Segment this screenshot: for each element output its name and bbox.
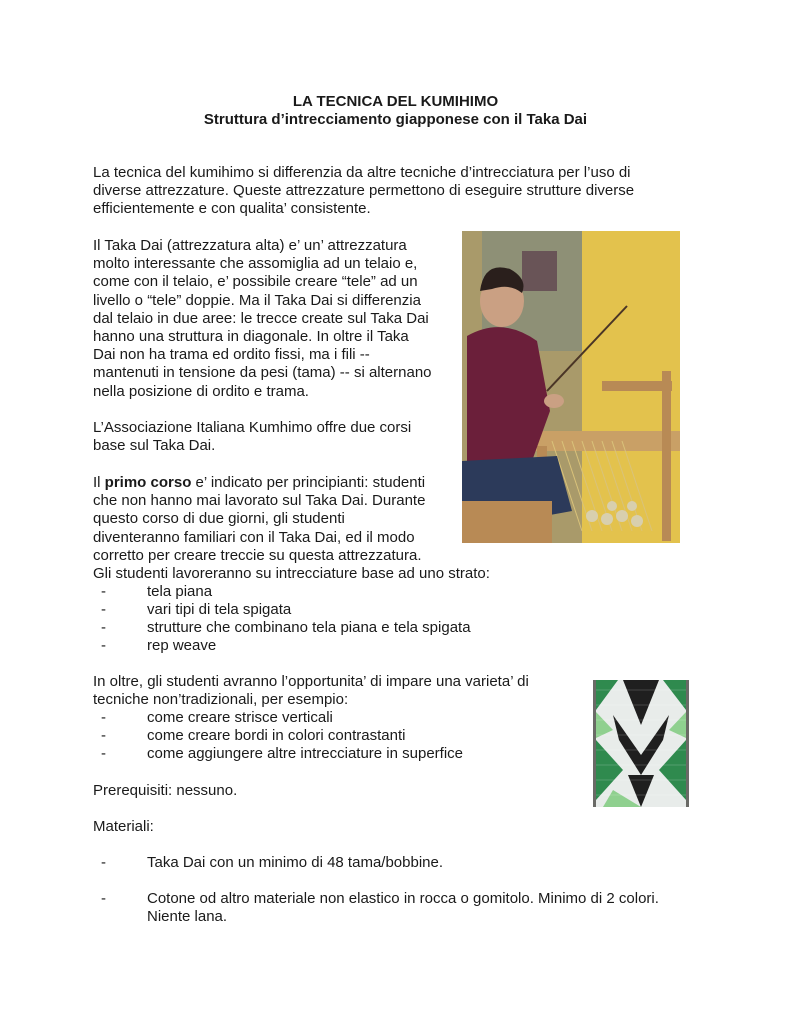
list-bullet: -: [101, 619, 106, 636]
braid-sample-photo: [593, 680, 689, 807]
list-item-text: come aggiungere altre intrecciature in superfice: [147, 745, 464, 762]
list-item-text: rep weave: [147, 637, 217, 654]
materials-heading: Materiali:: [93, 818, 154, 835]
list-bullet: -: [101, 745, 106, 762]
list-item-text: strutture che combinano tela piana e tela spigata: [147, 619, 471, 636]
list-item-text: Cotone od altro materiale non elastico in rocca o gomitolo. Minimo di 2 colori. Niente lana.: [147, 890, 659, 926]
list-bullet: -: [101, 854, 106, 871]
list-bullet: -: [101, 727, 106, 744]
document-title: LA TECNICA DEL KUMIHIMO: [292, 93, 499, 110]
list-bullet: -: [101, 890, 106, 907]
list-item-text: Taka Dai con un minimo di 48 tama/bobbine.: [147, 854, 444, 871]
prerequisites-text: Prerequisiti: nessuno.: [93, 782, 238, 799]
first-course-prefix: Il: [93, 474, 105, 491]
opportunity-paragraph: In oltre, gli studenti avranno l’opportunita’ di impare una varieta’ di tecniche non’tradizionali, per esempio:: [93, 673, 529, 709]
list-item-text: come creare bordi in colori contrastanti: [147, 727, 406, 744]
first-course-highlight: primo corso: [104, 474, 192, 491]
list-bullet: -: [101, 601, 106, 618]
list-bullet: -: [101, 709, 106, 726]
list-bullet: -: [101, 583, 106, 600]
association-paragraph: L’Associazione Italiana Kumhimo offre due corsi base sul Taka Dai.: [93, 419, 412, 455]
first-course-text: e’ indicato per principianti: studenti che non hanno mai lavorato sul Taka Dai. Durante questo corso di due giorni, gli studenti diventeranno familiari con il Taka Dai, ed il modo corretto per creare treccie su questa attrezzatura. Gli studenti lavoreranno su intrecciature base ad uno strato:: [93, 474, 490, 583]
list-item-text: come creare strisce verticali: [147, 709, 333, 726]
list-item-text: vari tipi di tela spigata: [147, 601, 292, 618]
document-subtitle: Struttura d’intrecciamento giapponese con il Taka Dai: [203, 111, 588, 128]
first-course-paragraph: [93, 474, 523, 583]
takadai-paragraph: Il Taka Dai (attrezzatura alta) e’ un’ attrezzatura molto interessante che assomiglia ad un telaio e, come con il telaio, e’ possibile creare “tele” ad un livello o “tele” doppie. Ma il Taka Dai si differenzia dal telaio in due aree: le trecce create sul Taka Dai hanno una struttura in diagonale. In oltre il Taka Dai non ha trama ed ordito fissi, ma i fili -- mantenuti in tensione da pesi (tama) -- si alternano nella posizione di ordito e trama.: [93, 237, 432, 400]
list-item-text: tela piana: [147, 583, 213, 600]
intro-paragraph: La tecnica del kumihimo si differenzia da altre tecniche d’intrecciatura per l’uso di diverse attrezzature. Queste attrezzature permettono di eseguire strutture diverse efficientemente e con qualita’ consistente.: [93, 164, 635, 218]
list-bullet: -: [101, 637, 106, 654]
